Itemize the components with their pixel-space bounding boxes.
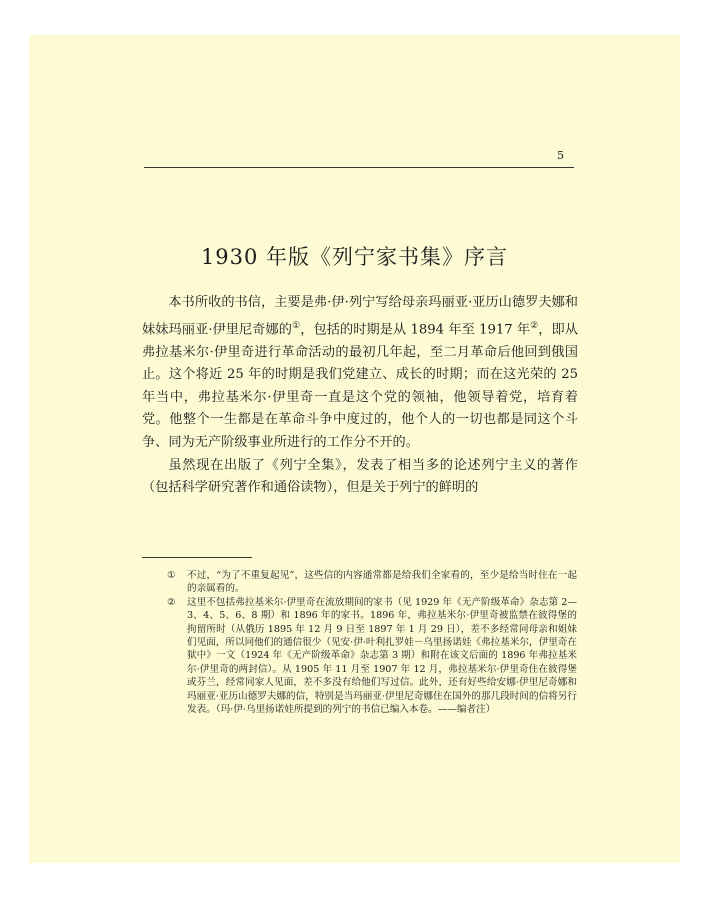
footnote [167,569,577,596]
footnote-rule [142,557,252,558]
footnote-ref[interactable]: ② [530,320,539,331]
body-text [142,292,578,500]
header-rule [144,167,574,168]
paragraph-text: ，包括的时期是从 1894 年至 1917 年 [300,321,531,337]
paragraph-text: 本书所收的书信，主要是弗·伊·列宁写给母亲玛丽亚·亚历山德罗夫娜和妹妹玛丽亚·伊里尼奇娜的 [142,295,578,337]
paragraph: 虽然现在出版了《列宁全集》，发表了相当多的论述列宁主义的著作（包括科学研究著作和通俗读物），但是关于列宁的鲜明的 [142,457,578,496]
page-number: 5 [557,149,564,162]
footnote-mark: ① [167,570,176,581]
paragraph [142,292,578,455]
footnote-text: 不过，“为了不重复起见”，这些信的内容通常都是给我们全家看的，至少是给当时住在一起的亲属看的。 [187,570,577,595]
footnote-text: 这里不包括弗拉基米尔·伊里奇在流放期间的家书（见 1929 年《无产阶级革命》杂志第 2—3、4、5、6、8 期）和 1896 年的家书。1896 年，弗拉基米尔·伊里奇被监禁在彼得堡的拘留所时（从俄历 1895 年 12 月 9 日至 1897 年 1 月 29 日），差不多经常同母亲和姐妹们见面，所以同他们的通信很少（见安·伊·叶利扎罗娃－乌里扬诺娃《弗拉基米尔，伊里奇在狱中》一文（1924 年《无产阶级革命》杂志第 3 期）和附在该文后面的 1896 年弗拉基米尔·伊里奇的两封信）。从 1905 年 11 月至 1907 年 12 月，弗拉基米尔·伊里奇住在彼得堡或芬兰，经常同家人见面，差不多没有给他们写过信。此外，还有好些给安娜·伊里尼奇娜和玛丽亚·亚历山德罗夫娜的信，特别是当玛丽亚·伊里尼奇娜住在国外的那几段时间的信将另行发表。（玛·伊·乌里扬诺娃所提到的列宁的书信已编入本卷。——编者注） [187,596,577,716]
footnote [167,596,577,717]
footnotes [167,569,577,716]
paragraph-text: ，即从弗拉基米尔·伊里奇进行革命活动的最初几年起，至二月革命后他回到俄国止。这个将近 25 年的时期是我们党建立、成长的时期；而在这光荣的 25 年当中，弗拉基米尔·伊里奇一直是这个党的领袖，他领导着党，培育着党。他整个一生都是在革命斗争中度过的，他个人的一切也都是同这个斗争、同为无产阶级事业所进行的工作分不开的。 [142,321,578,450]
book-page [29,35,680,863]
footnote-mark: ② [167,596,176,608]
footnote-ref[interactable]: ① [292,320,301,331]
chapter-title: 1930 年版《列宁家书集》序言 [200,245,509,269]
